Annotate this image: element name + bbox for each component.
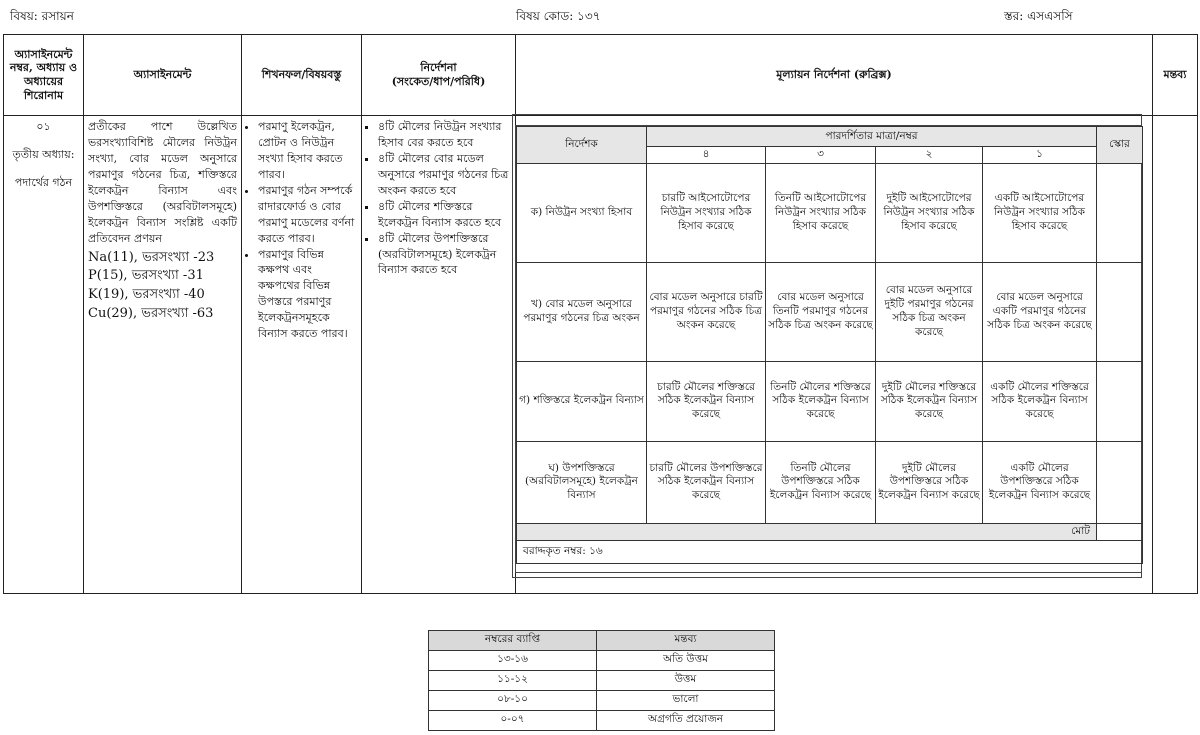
rubric-table: [516, 126, 1143, 564]
rubric-cell: তিনটি মৌলের শক্তিস্তরে সঠিক ইলেকট্রন বিন্যাস করেছে: [766, 361, 876, 441]
header-instruction-title: নির্দেশনা: [420, 61, 457, 75]
grade-range: ১১-১২: [429, 671, 597, 691]
assignment-cell: [84, 116, 242, 594]
grade-range: ১৩-১৬: [429, 651, 597, 671]
rubric-total-score: [1097, 523, 1143, 540]
level-label: স্তর: এসএসসি: [1004, 9, 1073, 23]
rubric-level-number: ৪: [647, 147, 766, 164]
assignment-description: প্রতীকের পাশে উল্লেখিত ভরসংখ্যাবিশিষ্ট মৌলের নিউট্রন সংখ্যা, বোর মডেল অনুসারে পরমাণুর গঠনের চিত্র, শক্তিস্তরে ইলেকট্রন বিন্যাস এবং উপশক্তিস্তরে (অরবিটালসমূহে) ইলেকট্রন বিন্যাস সংশ্লিষ্ট একটি প্রতিবেদন প্রণয়ন: [88, 120, 237, 245]
rubric-level-number: ১: [983, 147, 1097, 164]
rubric-container: [516, 116, 1152, 593]
rubric-cell: দুইটি আইসোটোপের নিউট্রন সংখ্যার সঠিক হিসাব করেছে: [876, 163, 983, 262]
evaluation-cell: [516, 116, 1153, 594]
learning-outcome-list: [246, 119, 357, 342]
rubric-allotted-row: [517, 540, 1143, 563]
element-item: Cu(29), ভরসংখ্যা -63: [88, 306, 214, 322]
rubric-cell: একটি মৌলের শক্তিস্তরে সঠিক ইলেকট্রন বিন্যাস করেছে: [983, 361, 1097, 441]
learning-outcome-item: • পরমাণু ইলেকট্রন, প্রোটন ও নিউট্রন সংখ্যা হিসাব করতে পারব।: [258, 119, 357, 183]
grade-row: [429, 691, 775, 711]
instruction-item: ▪ ৪টি মৌলের বোর মডেল অনুসারে পরমাণুর গঠনের চিত্র অংকন করতে হবে: [378, 151, 511, 199]
header-remark: মন্তব্য: [1153, 35, 1198, 116]
rubric-criterion: গ) শক্তিস্তরে ইলেকট্রন বিন্যাস: [517, 361, 647, 441]
remark-cell: [1153, 116, 1198, 594]
element-item: P(15), ভরসংখ্যা -31: [88, 268, 204, 284]
rubric-box: [515, 125, 1142, 573]
rubric-cell: দুইটি মৌলের উপশক্তিস্তরে সঠিক ইলেকট্রন বিন্যাস করেছে: [876, 441, 983, 523]
rubric-row: [517, 441, 1143, 523]
learning-outcome-item: • পরমাণুর গঠন সম্পর্কে রাদারফোর্ড ও বোর পরমাণু মডেলের বর্ণনা করতে পারব।: [258, 183, 357, 247]
grade-range-header: নম্বরের ব্যাপ্তি: [429, 631, 597, 651]
rubric-criteria-header: নির্দেশক: [517, 127, 647, 164]
grade-range-table: [428, 630, 775, 731]
rubric-cell: তিনটি আইসোটোপের নিউট্রন সংখ্যার সঠিক হিসাব করেছে: [766, 163, 876, 262]
rubric-header-row: [517, 127, 1143, 147]
instruction-item: ▪ ৪টি মৌলের নিউট্রন সংখ্যার হিসাব বের করতে হবে: [378, 119, 511, 151]
grade-remark: অতি উত্তম: [597, 651, 775, 671]
instruction-list: [366, 119, 511, 278]
assignment-row: [4, 116, 1198, 594]
rubric-total-row: [517, 523, 1143, 540]
element-item: K(19), ভরসংখ্যা -40: [88, 287, 205, 303]
rubric-row: [517, 361, 1143, 441]
grade-remark: অগ্রগতি প্রয়োজন: [597, 711, 775, 731]
learning-outcome-cell: [242, 116, 362, 594]
grade-header-row: [429, 631, 775, 651]
rubric-cell: একটি আইসোটোপের নিউট্রন সংখ্যার সঠিক হিসাব করেছে: [983, 163, 1097, 262]
rubric-cell: চারটি আইসোটোপের নিউট্রন সংখ্যার সঠিক হিসাব করেছে: [647, 163, 766, 262]
header-assignment-number: অ্যাসাইনমেন্ট নম্বর, অধ্যায় ও অধ্যায়ের শিরোনাম: [4, 35, 84, 116]
instruction-item: ▪ ৪টি মৌলের শক্তিস্তরে ইলেকট্রন বিন্যাস করতে হবে: [378, 199, 511, 231]
subject-code-label: বিষয় কোড: ১৩৭: [516, 9, 601, 23]
rubric-score-cell: [1097, 163, 1143, 262]
grade-range: ০৮-১০: [429, 691, 597, 711]
assignment-table-header: [4, 35, 1198, 116]
rubric-cell: বোর মডেল অনুসারে তিনটি পরমাণুর গঠনের সঠিক চিত্র অংকন করেছে: [766, 262, 876, 361]
chapter-number: তৃতীয় অধ্যায়:: [12, 147, 75, 161]
header-instruction-subtitle: (সংকেত/ধাপ/পরিধি): [391, 75, 486, 88]
grade-row: [429, 651, 775, 671]
rubric-level-number: ২: [876, 147, 983, 164]
grade-remark: উত্তম: [597, 671, 775, 691]
instruction-item: ▪ ৪টি মৌলের উপশক্তিস্তরে (অরবিটালসমূহে) ইলেকট্রন বিন্যাস করতে হবে: [378, 231, 511, 279]
header-evaluation: মূল্যায়ন নির্দেশনা (রুব্রিক্স): [516, 35, 1153, 116]
rubric-row: [517, 262, 1143, 361]
rubric-cell: চারটি মৌলের শক্তিস্তরে সঠিক ইলেকট্রন বিন্যাস করেছে: [647, 361, 766, 441]
rubric-cell: বোর মডেল অনুসারে দুইটি পরমাণুর গঠনের সঠিক চিত্র অংকন করেছে: [876, 262, 983, 361]
rubric-criterion: খ) বোর মডেল অনুসারে পরমাণুর গঠনের চিত্র অংকন: [517, 262, 647, 361]
rubric-total-label: মোট: [517, 523, 1097, 540]
rubric-level-number: ৩: [766, 147, 876, 164]
assignment-number-cell: [4, 116, 84, 594]
grade-range: ০-০৭: [429, 711, 597, 731]
header-instruction: [362, 35, 516, 116]
rubric-cell: দুইটি মৌলের শক্তিস্তরে সঠিক ইলেকট্রন বিন্যাস করেছে: [876, 361, 983, 441]
grade-remark-header: মন্তব্য: [597, 631, 775, 651]
assignment-number: ০১: [36, 120, 51, 133]
instruction-cell: [362, 116, 516, 594]
grade-row: [429, 711, 775, 731]
rubric-cell: একটি মৌলের উপশক্তিস্তরে সঠিক ইলেকট্রন বিন্যাস করেছে: [983, 441, 1097, 523]
grade-row: [429, 671, 775, 691]
learning-outcome-item: • পরমাণুর বিভিন্ন কক্ষপথ এবং কক্ষপথের বিভিন্ন উপস্তরে পরমাণুর ইলেকট্রনসমূহকে বিন্যাস করতে পারব।: [258, 247, 357, 343]
rubric-cell: চারটি মৌলের উপশক্তিস্তরে সঠিক ইলেকট্রন বিন্যাস করেছে: [647, 441, 766, 523]
rubric-criterion: ক) নিউট্রন সংখ্যা হিসাব: [517, 163, 647, 262]
rubric-criterion: ঘ) উপশক্তিস্তরে (অরবিটালসমূহে) ইলেকট্রন বিন্যাস: [517, 441, 647, 523]
rubric-score-header: স্কোর: [1097, 127, 1143, 164]
rubric-cell: বোর মডেল অনুসারে একটি পরমাণুর গঠনের সঠিক চিত্র অংকন করেছে: [983, 262, 1097, 361]
rubric-score-cell: [1097, 262, 1143, 361]
rubric-cell: তিনটি মৌলের উপশক্তিস্তরে সঠিক ইলেকট্রন বিন্যাস করেছে: [766, 441, 876, 523]
rubric-score-cell: [1097, 361, 1143, 441]
assignment-table: [3, 34, 1198, 594]
rubric-row: [517, 163, 1143, 262]
grade-remark: ভালো: [597, 691, 775, 711]
element-item: Na(11), ভরসংখ্যা -23: [88, 249, 215, 265]
header-assignment: অ্যাসাইনমেন্ট: [84, 35, 242, 116]
rubric-allotted-marks: বরাদ্দকৃত নম্বর: ১৬: [517, 540, 1143, 563]
header-learning-outcome: শিখনফল/বিষয়বস্তু: [242, 35, 362, 116]
rubric-levels-header: পারদর্শিতার মাত্রা/নম্বর: [647, 127, 1097, 147]
rubric-cell: বোর মডেল অনুসারে চারটি পরমাণুর গঠনের সঠিক চিত্র অংকন করেছে: [647, 262, 766, 361]
rubric-score-cell: [1097, 441, 1143, 523]
subject-label: বিষয়: রসায়ন: [10, 9, 74, 23]
chapter-title: পদার্থের গঠন: [14, 175, 73, 189]
